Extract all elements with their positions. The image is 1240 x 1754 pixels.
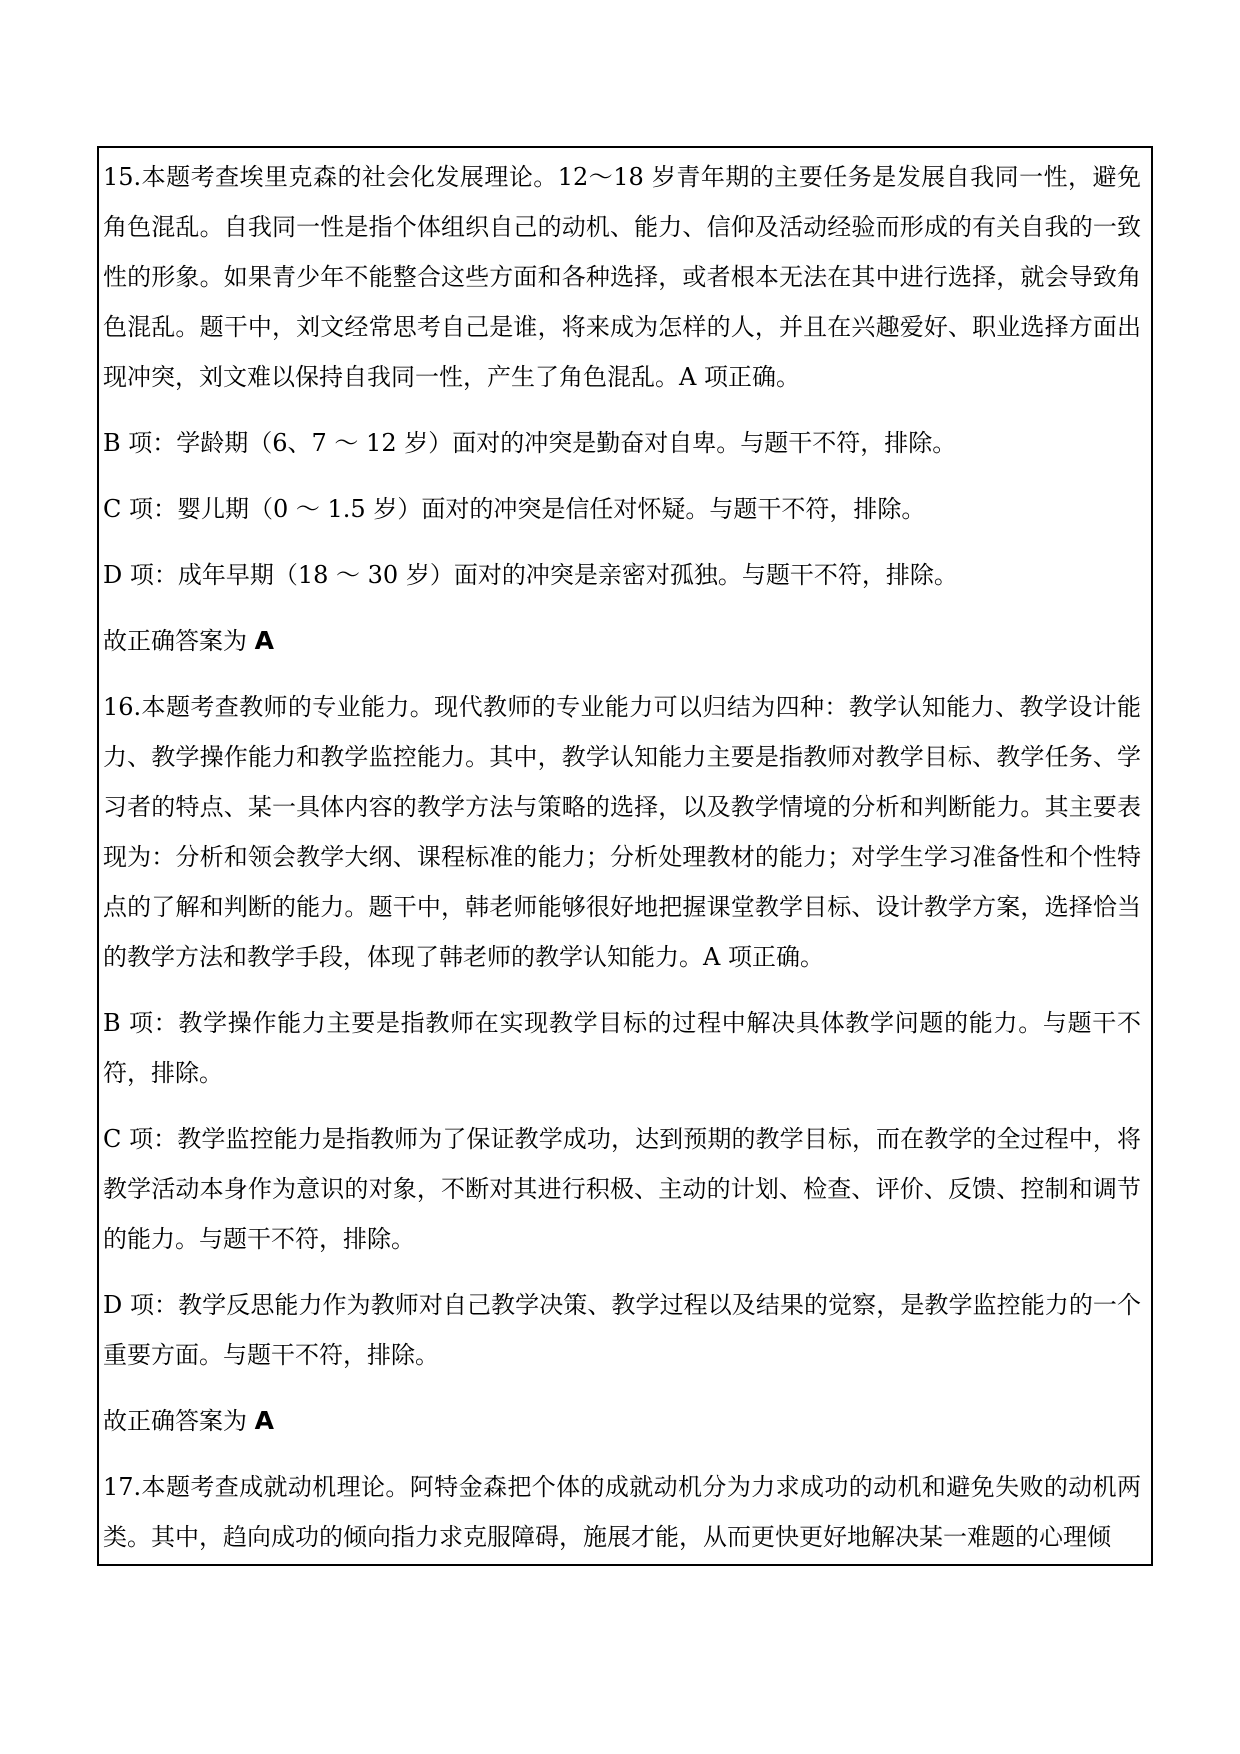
q16-option-b-paragraph: B 项：教学操作能力主要是指教师在实现教学目标的过程中解决具体教学问题的能力。与题干不符，排除。 bbox=[103, 1009, 1141, 1087]
q17-analysis-paragraph: 17.本题考查成就动机理论。阿特金森把个体的成就动机分为力求成功的动机和避免失败的动机两类。其中，趋向成功的倾向指力求克服障碍，施展才能，从而更快更好地解决某一难题的心理倾 bbox=[103, 1473, 1141, 1551]
q15-option-c-paragraph: C 项：婴儿期（0 ～ 1.5 岁）面对的冲突是信任对怀疑。与题干不符，排除。 bbox=[103, 495, 926, 523]
q16-correct-answer: A bbox=[254, 1406, 274, 1435]
q16-verdict-line bbox=[103, 1396, 1141, 1446]
q15-verdict-label: 故正确答案为 bbox=[103, 627, 255, 655]
answers-table-cell bbox=[97, 146, 1153, 1566]
q16-option-d-paragraph: D 项：教学反思能力作为教师对自己教学决策、教学过程以及结果的觉察，是教学监控能力的一个重要方面。与题干不符，排除。 bbox=[103, 1291, 1141, 1369]
q15-option-b-paragraph: B 项：学龄期（6、7 ～ 12 岁）面对的冲突是勤奋对自卑。与题干不符，排除。 bbox=[103, 429, 957, 457]
q16-verdict-label: 故正确答案为 bbox=[103, 1407, 255, 1435]
q16-analysis-paragraph: 16.本题考查教师的专业能力。现代教师的专业能力可以归结为四种：教学认知能力、教学设计能力、教学操作能力和教学监控能力。其中，教学认知能力主要是指教师对教学目标、教学任务、学习者的特点、某一具体内容的教学方法与策略的选择，以及教学情境的分析和判断能力。其主要表现为：分析和领会教学大纲、课程标准的能力；分析处理教材的能力；对学生学习准备性和个性特点的了解和判断的能力。题干中，韩老师能够很好地把握课堂教学目标、设计教学方案，选择恰当的教学方法和教学手段，体现了韩老师的教学认知能力。A 项正确。 bbox=[103, 693, 1141, 971]
q15-correct-answer: A bbox=[254, 626, 274, 655]
q15-verdict-line bbox=[103, 616, 1141, 666]
q15-analysis-paragraph: 15.本题考查埃里克森的社会化发展理论。12～18 岁青年期的主要任务是发展自我同一性，避免角色混乱。自我同一性是指个体组织自己的动机、能力、信仰及活动经验而形成的有关自我的一致性的形象。如果青少年不能整合这些方面和各种选择，或者根本无法在其中进行选择，就会导致角色混乱。题干中，刘文经常思考自己是谁，将来成为怎样的人，并且在兴趣爱好、职业选择方面出现冲突，刘文难以保持自我同一性，产生了角色混乱。A 项正确。 bbox=[103, 163, 1141, 391]
q15-option-d-paragraph: D 项：成年早期（18 ～ 30 岁）面对的冲突是亲密对孤独。与题干不符，排除。 bbox=[103, 561, 958, 589]
q16-option-c-paragraph: C 项：教学监控能力是指教师为了保证教学成功，达到预期的教学目标，而在教学的全过程中，将教学活动本身作为意识的对象，不断对其进行积极、主动的计划、检查、评价、反馈、控制和调节的能力。与题干不符，排除。 bbox=[103, 1125, 1141, 1253]
